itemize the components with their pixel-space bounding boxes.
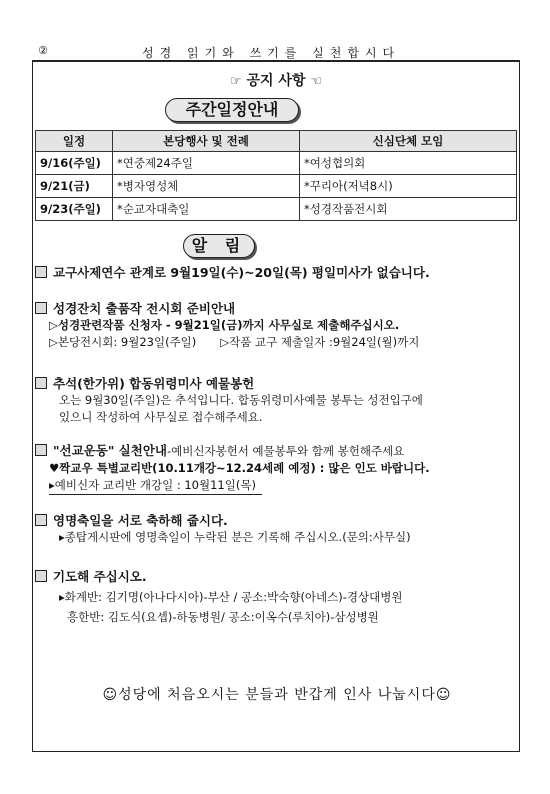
square-bullet-icon xyxy=(35,514,47,526)
smiley-icon: ☺ xyxy=(102,687,119,703)
table-row xyxy=(36,198,517,221)
section-chuseok-mass xyxy=(35,375,519,426)
section-title xyxy=(35,568,519,585)
section-feast-day xyxy=(35,512,519,546)
smiley-icon: ☺ xyxy=(435,687,452,703)
row-date: 9/16(주일) xyxy=(36,152,113,175)
section-title-text: 기도해 주십시오. xyxy=(53,569,147,584)
parish-exhibition-date: ▷본당전시회: 9월23일(주일) xyxy=(49,335,197,349)
pointing-hand-right-icon: ☞ xyxy=(229,74,242,89)
welcome-footer xyxy=(35,684,519,704)
weekly-schedule-heading: 주간일정안내 xyxy=(165,98,299,122)
section-title-text: "선교운동" 실천안내 xyxy=(53,443,167,458)
exhibition-dates-line xyxy=(35,334,519,351)
pointing-hand-left-icon: ☜ xyxy=(310,74,323,89)
feast-day-line: ▸종탑게시판에 영명축일이 누락된 분은 기록해 주십시오.(문의:사무실) xyxy=(59,530,411,544)
column-header-group-meeting: 신심단체 모임 xyxy=(300,131,517,152)
welcome-text: 성당에 처음오시는 분들과 반갑게 인사 나눕시다 xyxy=(118,687,436,703)
row-group: *여성협의회 xyxy=(300,152,517,175)
column-header-date: 일정 xyxy=(36,131,113,152)
page-header xyxy=(32,44,522,60)
square-bullet-icon xyxy=(35,444,47,456)
row-event: *병자영성체 xyxy=(113,175,300,198)
section-title-text: 영명축일을 서로 축하해 줍시다. xyxy=(53,513,228,528)
exhibition-submission-line: ▷성경관련작품 신청자 - 9월21일(금)까지 사무실로 제출해주십시오. xyxy=(49,318,400,332)
column-header-parish-event: 본당행사 및 전례 xyxy=(113,131,300,152)
section-evangelization xyxy=(35,442,519,495)
row-event: *순교자대축일 xyxy=(113,198,300,221)
table-row xyxy=(36,175,517,198)
section-prayer-request xyxy=(35,568,519,626)
row-date: 9/23(주일) xyxy=(36,198,113,221)
square-bullet-icon xyxy=(35,302,47,314)
square-bullet-icon xyxy=(35,570,47,582)
prayer-line-1: ▸화계반: 김기명(아나다시아)-부산 / 공소:박숙향(아네스)-경상대병원 xyxy=(59,590,403,604)
section-title-text: 성경잔치 출품작 전시회 준비안내 xyxy=(53,301,236,316)
buddy-catechism-line: ♥짝교우 특별교리반(10.11개강~12.24세례 예정) : 많은 인도 바랍니다. xyxy=(49,461,430,475)
table-row xyxy=(36,152,517,175)
weekly-schedule-table xyxy=(35,130,517,221)
catechumen-class-text: ▸예비신자 교리반 개강일 : 10월11일(목) xyxy=(49,477,262,495)
prayer-line-2: 흥한반: 김도식(요셉)-하동병원/ 공소:이옥수(루치아)-삼성병원 xyxy=(67,610,379,624)
section-title xyxy=(35,442,519,460)
section-title xyxy=(35,375,519,392)
bulletin-frame xyxy=(32,60,520,752)
header-motto: 성경 읽기와 쓰기를 실천합시다 xyxy=(142,46,401,60)
row-group: *꾸리아(저녁8시) xyxy=(300,175,517,198)
section-title xyxy=(35,264,519,281)
row-event: *연중제24주일 xyxy=(113,152,300,175)
notice-title xyxy=(33,70,519,90)
section-title-rest: -예비신자봉헌서 예물봉투와 함께 봉헌해주세요 xyxy=(166,444,405,458)
section-bible-exhibition xyxy=(35,300,519,351)
section-title xyxy=(35,512,519,529)
row-date: 9/21(금) xyxy=(36,175,113,198)
catechumen-class-line xyxy=(35,477,519,495)
chuseok-line-1: 오는 9월30일(주일)은 추석입니다. 합동위령미사예물 봉투는 성전입구에 xyxy=(59,393,423,407)
row-group: *성경작품전시회 xyxy=(300,198,517,221)
section-title-text: 교구사제연수 관계로 9월19일(수)~20일(목) 평일미사가 없습니다. xyxy=(53,265,430,280)
page-number: ② xyxy=(38,44,48,57)
chuseok-line-2: 있으니 작성하여 사무실로 접수해주세요. xyxy=(59,410,263,424)
diocese-submission-date: ▷작품 교구 제출일자 :9월24일(월)까지 xyxy=(220,335,420,349)
table-header-row xyxy=(36,131,517,152)
notice-title-text: 공지 사항 xyxy=(246,73,306,89)
section-title xyxy=(35,300,519,317)
section-no-weekday-mass xyxy=(35,264,519,281)
section-title-text: 추석(한가위) 합동위령미사 예물봉헌 xyxy=(53,376,255,391)
square-bullet-icon xyxy=(35,266,47,278)
announcements-heading: 알 림 xyxy=(183,234,255,258)
square-bullet-icon xyxy=(35,377,47,389)
